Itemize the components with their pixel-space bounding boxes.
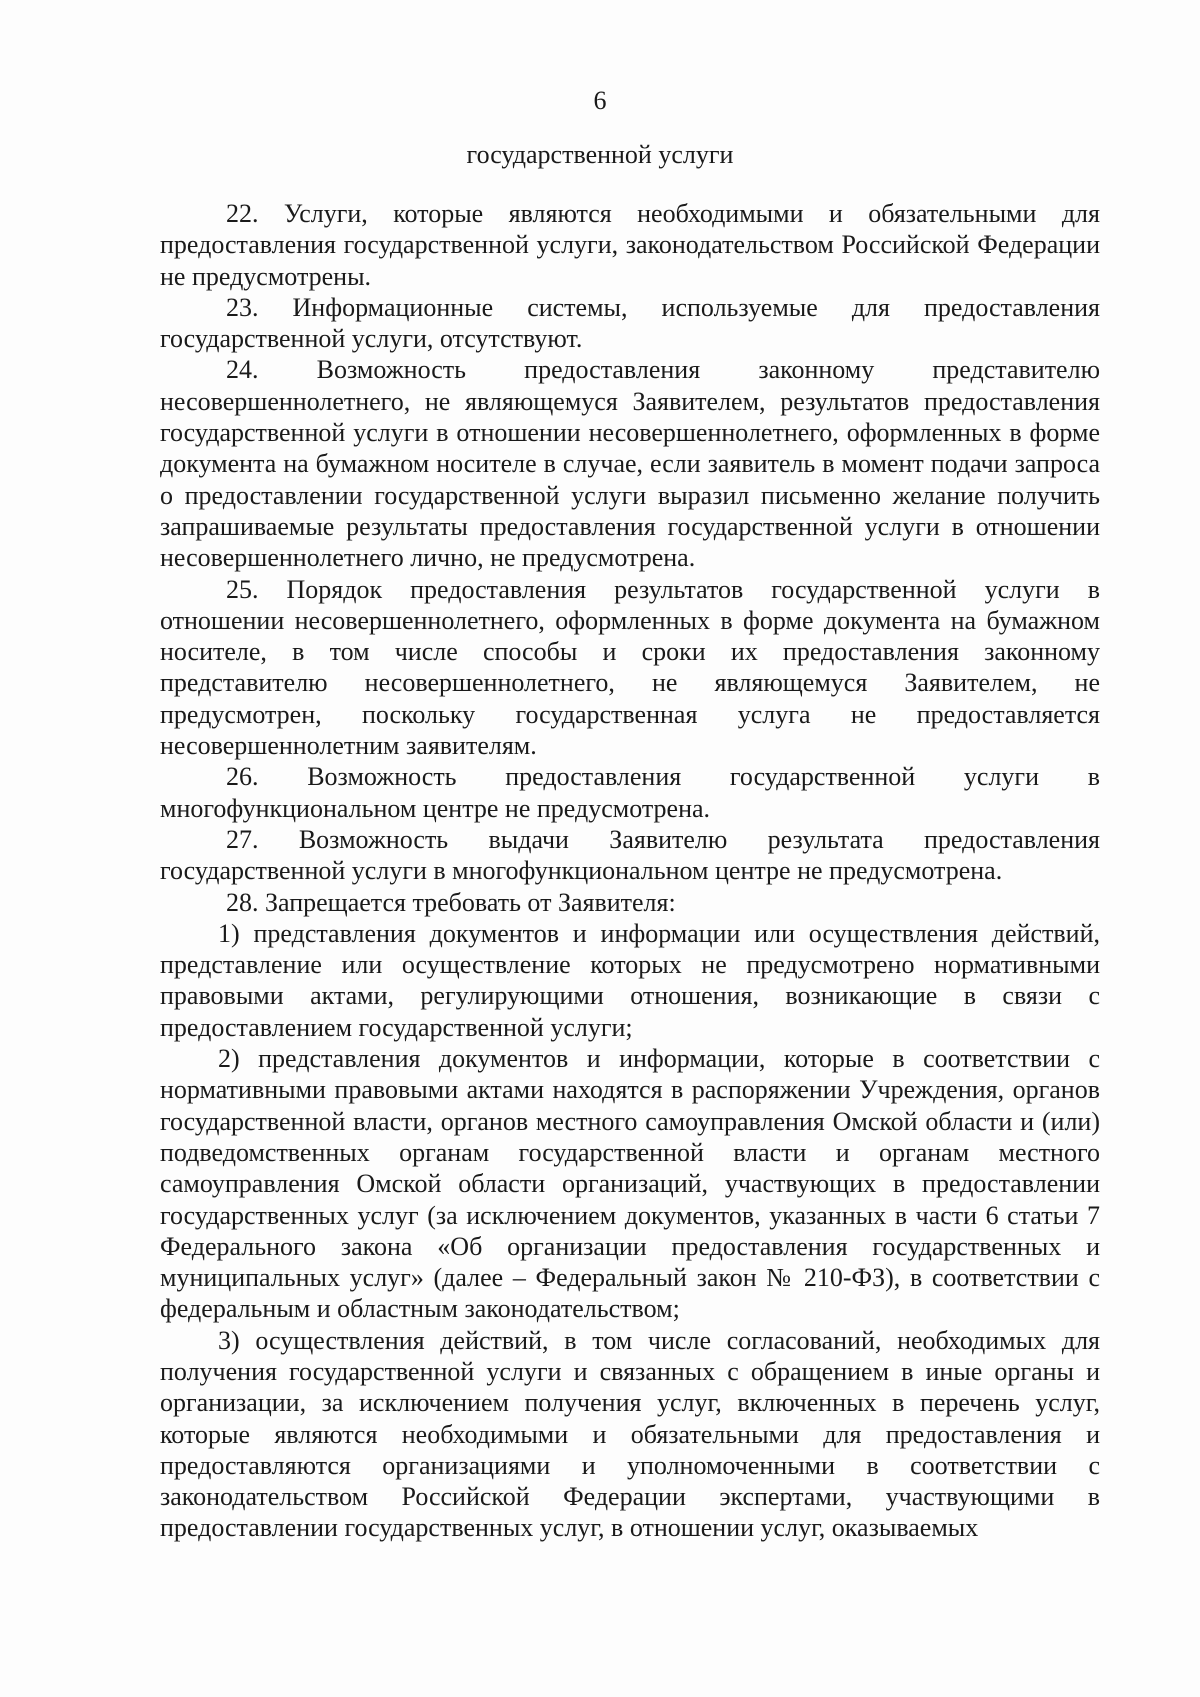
section-title-continuation: государственной услуги (466, 140, 734, 169)
document-body (160, 198, 1100, 1544)
paragraph-23: 23. Информационные системы, используемые для предоставления государственной услуги, отсутствуют. (160, 292, 1100, 354)
list-item-3: 3) осуществления действий, в том числе согласований, необходимых для получения государственной услуги и связанных с обращением в иные органы и организации, за исключением получения услуг, включенных в перечень услуг, которые являются необходимыми и обязательными для предоставления и предоставляются организациями и уполномоченными в соответствии с законодательством Российской Федерации экспертами, участвующими в предоставлении государственных услуг, в отношении услуг, оказываемых (160, 1325, 1100, 1543)
paragraph-22: 22. Услуги, которые являются необходимыми и обязательными для предоставления государственной услуги, законодательством Российской Федерации не предусмотрены. (160, 199, 1100, 291)
paragraph-26: 26. Возможность предоставления государственной услуги в многофункциональном центре не предусмотрена. (160, 762, 1100, 823)
list-item-1: 1) представления документов и информации или осуществления действий, представление или осуществление которых не предусмотрено нормативными правовыми актами, регулирующими отношения, возникающие в связи с предоставлением государственной услуги; (160, 918, 1100, 1042)
paragraph-28: 28. Запрещается требовать от Заявителя: (226, 887, 676, 917)
paragraph-24: 24. Возможность предоставления законному представителю несовершеннолетнего, не являющемуся Заявителем, результатов предоставления государственной услуги в отношении несовершеннолетнего, оформленных в форме документа на бумажном носителе в случае, если заявитель в момент подачи запроса о предоставлении государственной услуги выразил письменно желание получить запрашиваемые результаты предоставления государственной услуги в отношении несовершеннолетнего лично, не предусмотрена. (160, 355, 1100, 573)
list-item-2: 2) представления документов и информации, которые в соответствии с нормативными правовыми актами находятся в распоряжении Учреждения, органов государственной власти, органов местного самоуправления Омской области и (или) подведомственных органам государственной власти и органам местного самоуправления Омской области организаций, участвующих в предоставлении государственных услуг (за исключением документов, указанных в части 6 статьи 7 Федерального закона «Об организации предоставления государственных и муниципальных услуг» (далее – Федеральный закон № 210-ФЗ), в соответствии с федеральным и областным законодательством; (160, 1044, 1100, 1324)
paragraph-25: 25. Порядок предоставления результатов государственной услуги в отношении несовершеннолетнего, оформленных в форме документа на бумажном носителе, в том числе способы и сроки их предоставления законному представителю несовершеннолетнего, не являющемуся Заявителем, не предусмотрен, поскольку государственная услуга не предоставляется несовершеннолетним заявителям. (160, 574, 1100, 761)
page-number: 6 (593, 86, 607, 115)
paragraph-27: 27. Возможность выдачи Заявителю результата предоставления государственной услуги в многофункциональном центре не предусмотрена. (160, 824, 1100, 886)
